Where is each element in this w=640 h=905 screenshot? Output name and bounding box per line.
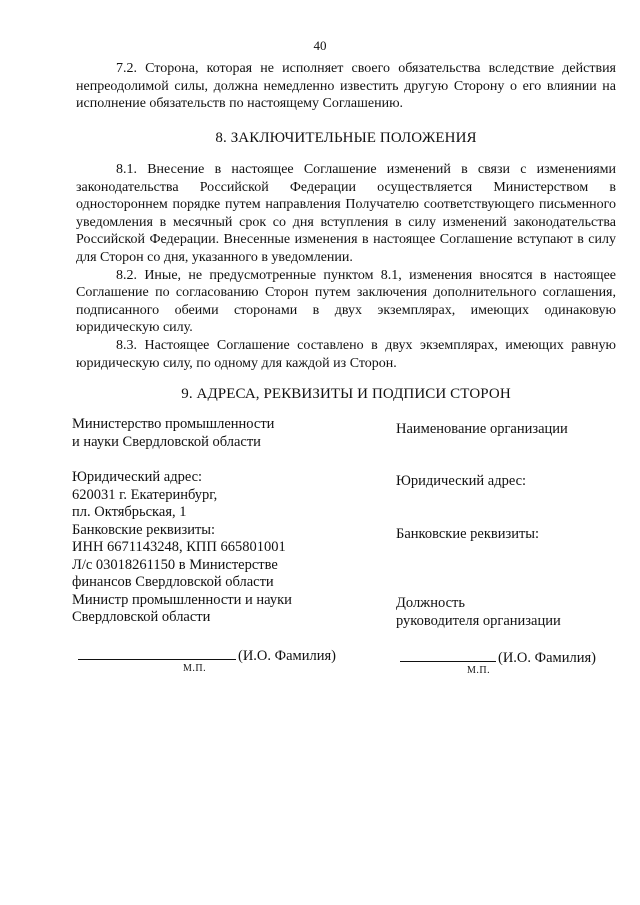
clause-8-3: 8.3. Настоящее Соглашение составлено в двух экземплярах, имеющих равную юридическую силу, по одному для каждой из Сторон. — [76, 337, 616, 371]
recipient-org-name — [396, 421, 568, 439]
ministry-org-name — [72, 416, 274, 451]
clause-8-2: 8.2. Иные, не предусмотренные пунктом 8.1, изменения вносятся в настоящее Соглашение по согласованию Сторон путем заключения дополнительного соглашения, подписанного обеими сторонами в двух экземплярах, имеющих одинаковую юридическую силу. — [76, 267, 616, 336]
ministry-name-line-2: и науки Свердловской области — [72, 433, 261, 450]
recipient-stamp-label: М.П. — [467, 665, 491, 676]
ministry-account-line-2: финансов Свердловской области — [72, 574, 274, 590]
recipient-signature-blank — [400, 647, 496, 662]
ministry-name-line-1: Министерство промышленности — [72, 416, 275, 432]
ministry-signature-blank — [78, 645, 236, 660]
recipient-bank-details — [396, 526, 539, 544]
ministry-signature-line — [78, 645, 336, 665]
ministry-position-line-1: Министр промышленности и науки — [72, 591, 292, 608]
recipient-signature-name: (И.О. Фамилия) — [498, 650, 596, 666]
clause-8-1: 8.1. Внесение в настоящее Соглашение изменений в связи с изменениями законодательства Российской Федерации осуществляется Министерством в одностороннем порядке путем направления Получателю соответствующего письменного уведомления в месячный срок со дня вступления в силу изменений законодательства Российской Федерации. Внесенные изменения в настоящее Соглашение вступают в силу для Сторон со дня, указанного в уведомлении. — [76, 162, 616, 265]
recipient-legal-address-label: Юридический адрес: — [396, 473, 527, 489]
section-8-heading: 8. ЗАКЛЮЧИТЕЛЬНЫЕ ПОЛОЖЕНИЯ — [215, 130, 477, 146]
recipient-bank-label: Банковские реквизиты: — [396, 526, 540, 542]
clause-7-2: 7.2. Сторона, которая не исполняет своего обязательства вследствие действия непреодолимой силы, должна немедленно известить другую Сторону о его влиянии на исполнение обязательств по настоящему Соглашению. — [76, 61, 616, 112]
section-9-heading: 9. АДРЕСА, РЕКВИЗИТЫ И ПОДПИСИ СТОРОН — [181, 386, 511, 402]
recipient-org-name-text: Наименование организации — [396, 421, 568, 437]
ministry-bank-label: Банковские реквизиты: — [72, 521, 216, 538]
ministry-stamp-label: М.П. — [183, 663, 207, 674]
ministry-account-line-1: Л/с 03018261150 в Министерстве — [72, 556, 278, 573]
ministry-legal-address-label: Юридический адрес: — [72, 469, 203, 485]
clause-7-2-block — [76, 60, 616, 113]
recipient-position-line-2: руководителя организации — [396, 612, 561, 629]
ministry-inn-kpp: ИНН 6671143248, КПП 665801001 — [72, 539, 286, 555]
ministry-address-line-1: 620031 г. Екатеринбург, — [72, 486, 218, 503]
ministry-details — [72, 469, 292, 627]
ministry-address-line-2: пл. Октябрьская, 1 — [72, 504, 187, 520]
section-8-body — [76, 161, 616, 372]
ministry-signature-name: (И.О. Фамилия) — [238, 648, 336, 664]
recipient-signature-line — [400, 647, 596, 667]
ministry-position-line-2: Свердловской области — [72, 609, 211, 625]
recipient-position-line-1: Должность — [396, 595, 465, 611]
recipient-legal-address — [396, 473, 526, 491]
page-number: 40 — [313, 38, 327, 53]
recipient-position — [396, 595, 561, 630]
